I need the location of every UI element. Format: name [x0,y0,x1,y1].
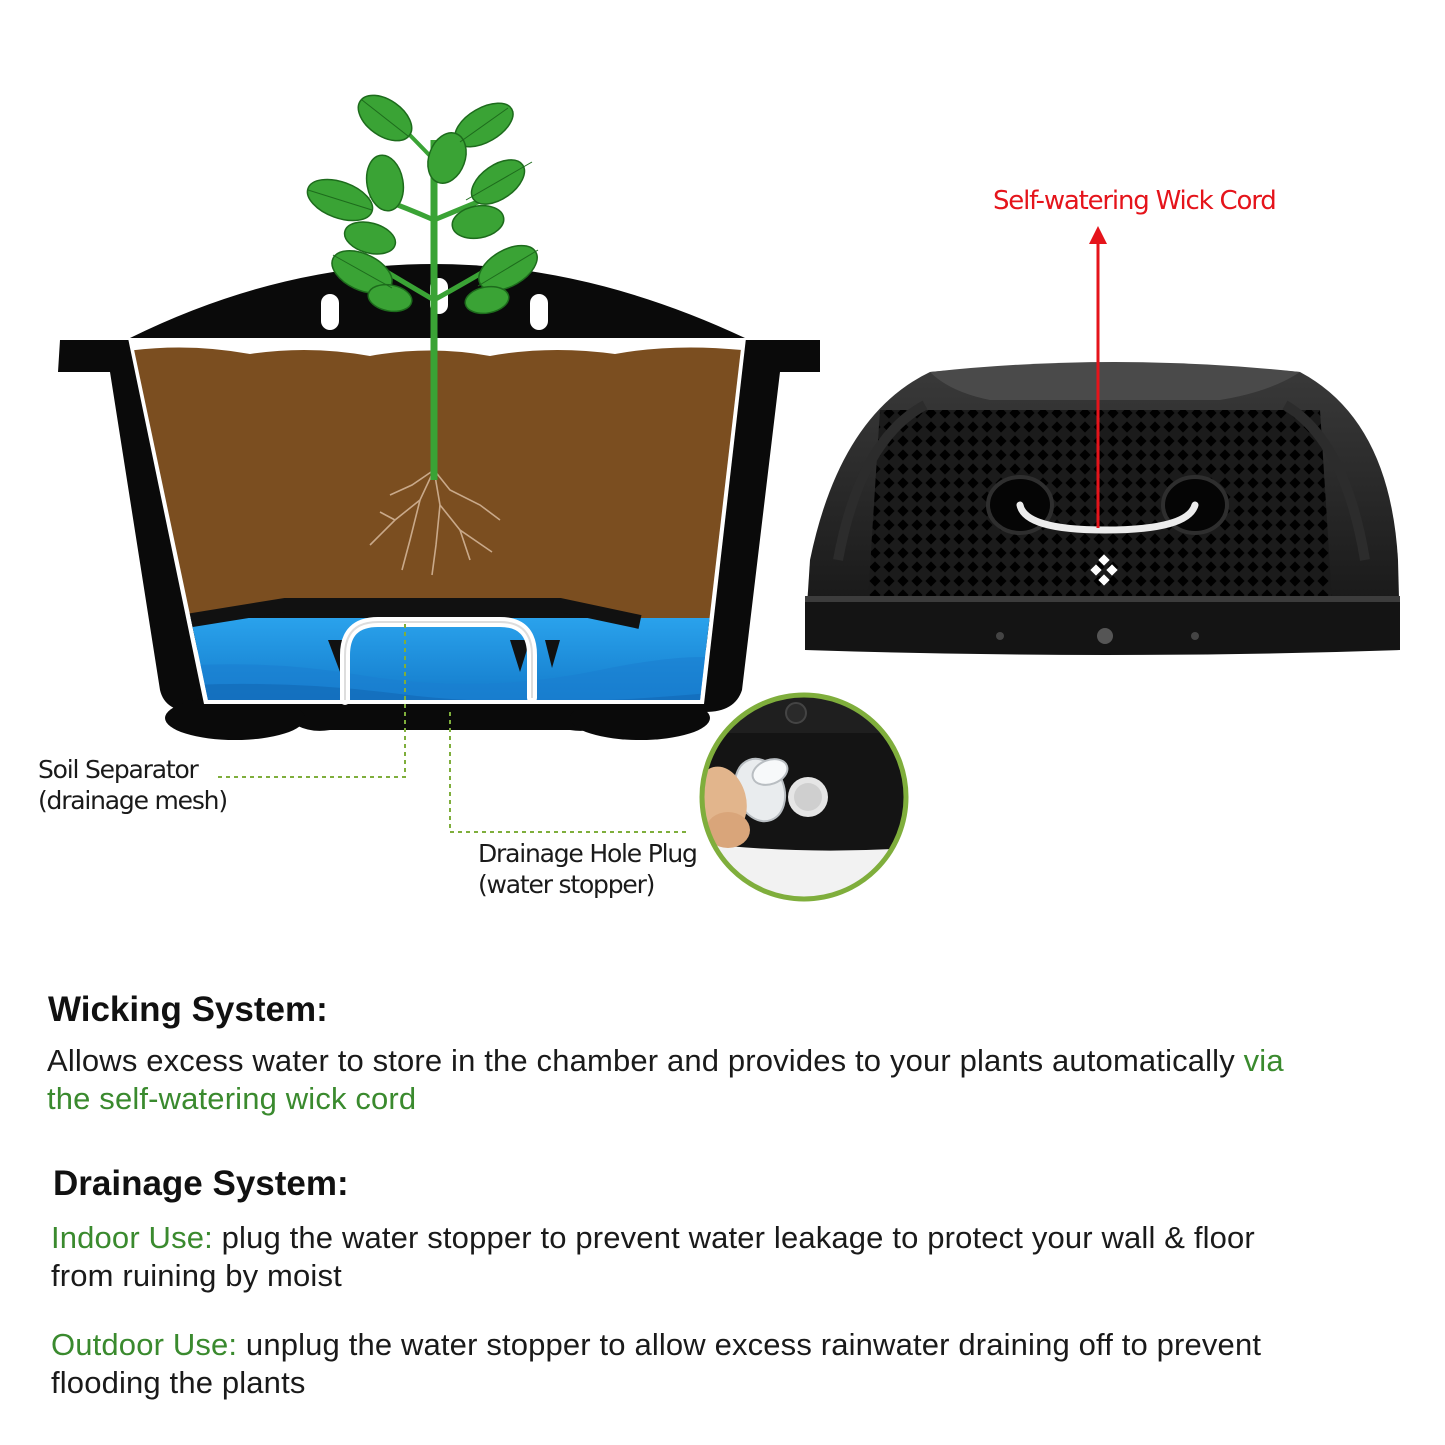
wicking-description [47,1042,1427,1118]
planter-cross-section [58,86,820,832]
wicking-highlight-cont: the self-watering wick cord [47,1081,417,1116]
soil-separator-label: Soil Separator [38,755,198,784]
wick-cord-label: Self-watering Wick Cord [993,186,1276,216]
outdoor-use-description [51,1326,1431,1402]
indoor-use-label: Indoor Use: [51,1220,213,1255]
outdoor-use-label: Outdoor Use: [51,1327,238,1362]
outdoor-use-text: unplug the water stopper to allow excess rainwater draining off to prevent [237,1327,1262,1362]
drain-plug-inset-photo [690,693,910,903]
wicking-heading: Wicking System: [48,990,328,1029]
wicking-highlight: via [1243,1043,1284,1078]
soil [120,347,760,640]
indoor-use-text-cont: from ruining by moist [51,1258,342,1293]
arrow-head-icon [1089,226,1107,244]
drain-plug-label: Drainage Hole Plug [478,839,697,868]
drainage-heading: Drainage System: [53,1164,349,1203]
tray-photo [805,226,1400,655]
outdoor-use-text-cont: flooding the plants [51,1365,306,1400]
drain-plug-sublabel: (water stopper) [478,870,655,899]
indoor-use-text: plug the water stopper to prevent water leakage to protect your wall & floor [212,1220,1255,1255]
indoor-use-description [51,1219,1431,1295]
wicking-text: Allows excess water to store in the chamber and provides to your plants automatically [47,1043,1244,1078]
soil-separator-sublabel: (drainage mesh) [38,786,227,815]
